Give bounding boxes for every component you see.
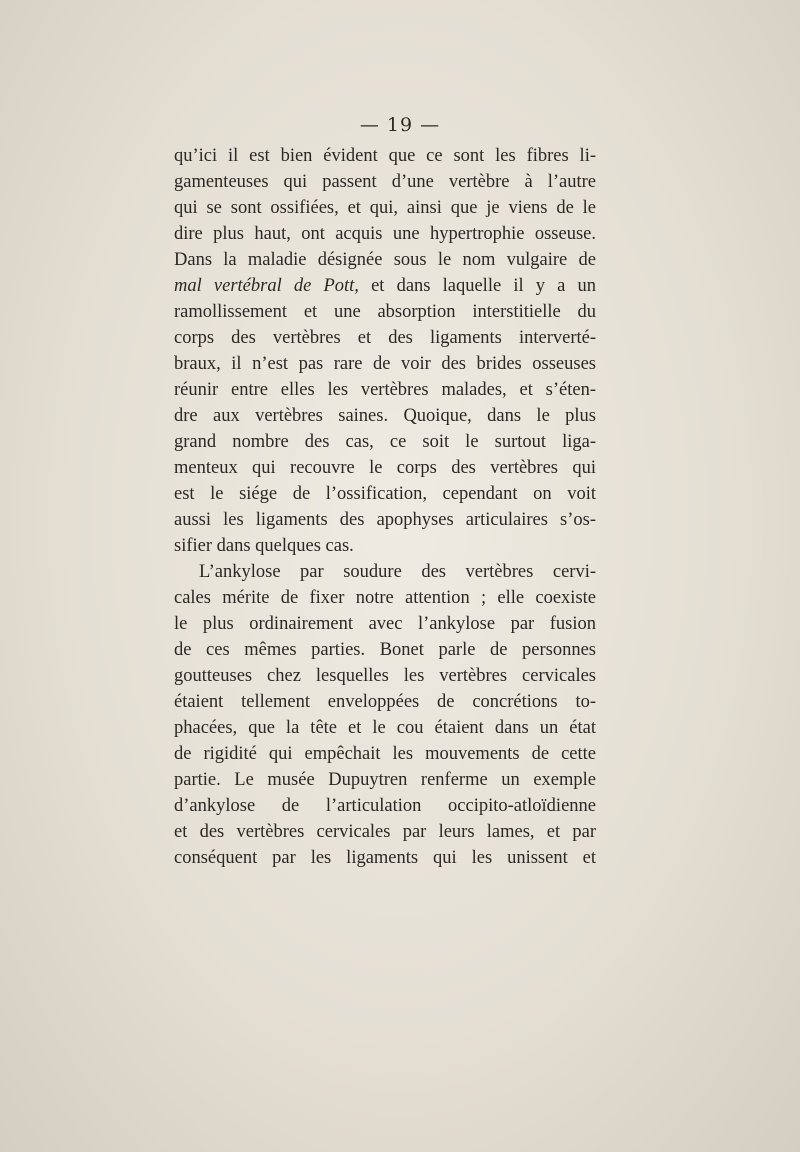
italic-term: mal vertébral de Pott, (174, 276, 359, 296)
text-line: est le siége de l’ossification, cependant on voit (174, 484, 596, 504)
text-line: L’ankylose par soudure des vertèbres cervi- (199, 562, 596, 582)
text-line: sifier dans quelques cas. (174, 536, 354, 556)
text-line: partie. Le musée Dupuytren renferme un exemple (174, 770, 596, 790)
page-number: — 19 — (359, 114, 441, 136)
text-line: qui se sont ossifiées, et qui, ainsi que je viens de le (174, 198, 596, 218)
text-line: braux, il n’est pas rare de voir des brides osseuses (174, 354, 596, 374)
text-line: gamenteuses qui passent d’une vertèbre à l’autre (174, 172, 596, 192)
text-line: grand nombre des cas, ce soit le surtout liga- (174, 432, 596, 452)
text-line: menteux qui recouvre le corps des vertèbres qui (174, 458, 596, 478)
text-line: dire plus haut, ont acquis une hypertrophie osseuse. (174, 224, 596, 244)
text-line: de rigidité qui empêchait les mouvements de cette (174, 744, 596, 764)
text-line: ramollissement et une absorption interstitielle du (174, 302, 596, 322)
text-line: et des vertèbres cervicales par leurs lames, et par (174, 822, 596, 842)
text-line: Dans la maladie désignée sous le nom vulgaire de (174, 250, 596, 270)
text-line: cales mérite de fixer notre attention ; elle coexiste (174, 588, 596, 608)
text-line: d’ankylose de l’articulation occipito-atloïdienne (174, 796, 596, 816)
text-line: conséquent par les ligaments qui les unissent et (174, 848, 596, 868)
text-line: dre aux vertèbres saines. Quoique, dans le plus (174, 406, 596, 426)
text-line: aussi les ligaments des apophyses articulaires s’os- (174, 510, 596, 530)
text-line: de ces mêmes parties. Bonet parle de personnes (174, 640, 596, 660)
text-line: goutteuses chez lesquelles les vertèbres cervicales (174, 666, 596, 686)
body-text (174, 143, 596, 871)
text-line: phacées, que la tête et le cou étaient dans un état (174, 718, 596, 738)
text-line: réunir entre elles les vertèbres malades, et s’éten- (174, 380, 596, 400)
text-line: le plus ordinairement avec l’ankylose par fusion (174, 614, 596, 634)
text-line: qu’ici il est bien évident que ce sont les fibres li- (174, 146, 596, 166)
text-line: corps des vertèbres et des ligaments interverté- (174, 328, 596, 348)
text-line: mal vertébral de Pott, et dans laquelle il y a un (174, 276, 596, 296)
text-line: étaient tellement enveloppées de concrétions to- (174, 692, 596, 712)
